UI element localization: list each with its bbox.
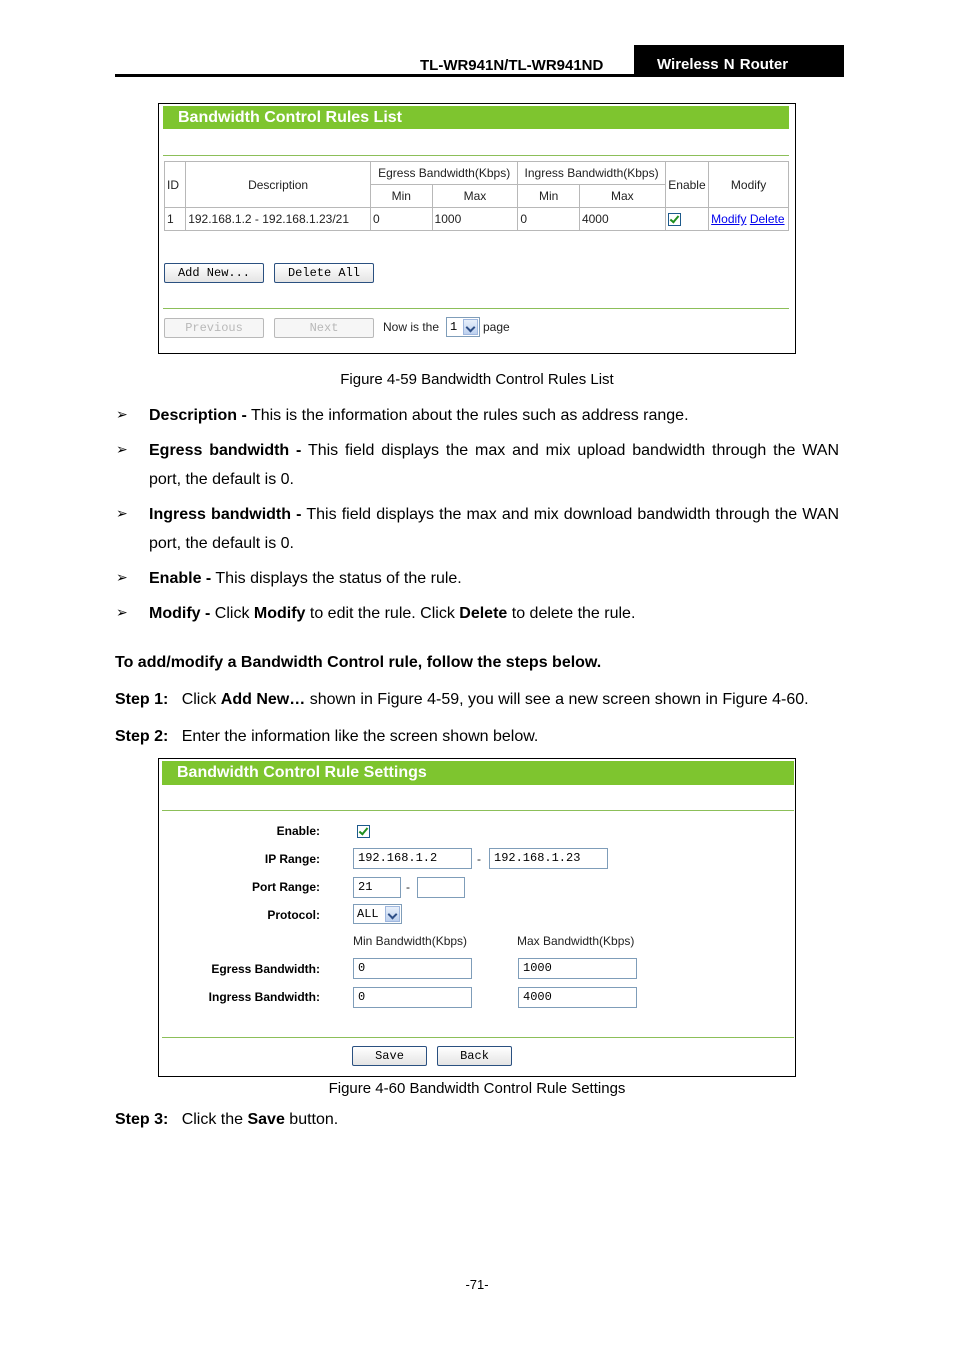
row-enable-cell: [665, 208, 708, 231]
bullet-description: [149, 401, 839, 430]
bullet-enable: [149, 564, 839, 593]
protocol-label: Protocol:: [267, 908, 320, 922]
rules-list-title: Bandwidth Control Rules List: [163, 106, 789, 129]
procedure-heading: To add/modify a Bandwidth Control rule, follow the steps below.: [115, 654, 602, 671]
figure-60-caption: Figure 4-60 Bandwidth Control Rule Settings: [328, 1080, 626, 1097]
col-header-egress-min: Min: [370, 185, 432, 208]
header-product-label: Wireless N Router: [634, 45, 844, 77]
egress-max-input[interactable]: 1000: [518, 958, 637, 979]
add-new-button[interactable]: Add New...: [164, 263, 264, 283]
ip-end-input[interactable]: 192.168.1.23: [489, 848, 608, 869]
row-enable-checkbox[interactable]: [668, 213, 681, 226]
page-select-value: 1: [450, 320, 458, 334]
bullet-text: to delete the rule.: [507, 605, 636, 622]
col-header-enable: Enable: [665, 162, 708, 208]
step-text: Click: [181, 691, 221, 708]
range-dash: -: [477, 852, 481, 866]
bullet-ingress: [149, 500, 839, 558]
step-text: shown in Figure 4-59, you will see a new screen shown in Figure 4-60.: [305, 691, 809, 708]
step-2: [115, 722, 850, 751]
ingress-min-input[interactable]: 0: [353, 987, 472, 1008]
ip-start-input[interactable]: 192.168.1.2: [353, 848, 472, 869]
arrow-bullet-icon: ➢: [116, 406, 128, 422]
row-egress-min: 0: [370, 208, 432, 231]
col-header-id: ID: [165, 162, 186, 208]
col-header-egress-max: Max: [432, 185, 518, 208]
col-header-modify: Modify: [709, 162, 789, 208]
egress-min-input[interactable]: 0: [353, 958, 472, 979]
back-button[interactable]: Back: [437, 1046, 512, 1066]
bullet-bold: Modify: [253, 605, 306, 622]
chevron-down-icon: [385, 906, 400, 922]
modify-link[interactable]: Modify: [711, 212, 747, 226]
divider: [162, 810, 794, 811]
bullet-text: to edit the rule. Click: [305, 605, 460, 622]
bullet-text: This displays the status of the rule.: [211, 570, 462, 587]
next-button[interactable]: Next: [274, 318, 374, 338]
arrow-bullet-icon: ➢: [116, 441, 128, 457]
ingress-bandwidth-label: Ingress Bandwidth:: [208, 990, 320, 1004]
previous-button[interactable]: Previous: [164, 318, 264, 338]
protocol-select[interactable]: [353, 904, 402, 924]
page-suffix: page: [483, 320, 510, 334]
header-rule: [115, 74, 844, 77]
bullet-term: Ingress bandwidth -: [149, 506, 302, 523]
bullet-egress: [149, 436, 839, 494]
min-bandwidth-header: Min Bandwidth(Kbps): [353, 934, 468, 948]
table-row: [165, 208, 789, 231]
ip-range-label: IP Range:: [264, 852, 320, 866]
col-header-description: Description: [186, 162, 371, 208]
bullet-term: Modify -: [149, 605, 211, 622]
step-bold: Save: [247, 1111, 285, 1128]
range-dash: -: [406, 880, 410, 894]
page-prefix: Now is the: [383, 320, 440, 334]
bullet-text: This field displays the max and mix upload bandwidth through the WAN port, the default is 0.: [149, 442, 839, 488]
egress-bandwidth-label: Egress Bandwidth:: [211, 962, 320, 976]
step-3: [115, 1105, 850, 1134]
step-bold: Add New…: [220, 691, 306, 708]
delete-all-button[interactable]: Delete All: [274, 263, 374, 283]
divider: [163, 155, 789, 156]
step-text: Enter the information like the screen shown below.: [181, 728, 539, 745]
delete-link[interactable]: Delete: [749, 212, 785, 226]
bullet-term: Enable -: [149, 570, 212, 587]
rules-table: [164, 161, 789, 231]
bullet-term: Description -: [149, 407, 247, 424]
port-end-input[interactable]: [417, 877, 465, 898]
col-header-ingress: Ingress Bandwidth(Kbps): [518, 162, 665, 185]
arrow-bullet-icon: ➢: [116, 569, 128, 585]
step-text: Click the: [181, 1111, 248, 1128]
bullet-bold: Delete: [459, 605, 508, 622]
protocol-select-value: ALL: [357, 907, 379, 921]
col-header-ingress-max: Max: [579, 185, 665, 208]
arrow-bullet-icon: ➢: [116, 505, 128, 521]
enable-label: Enable:: [276, 824, 320, 838]
bullet-text: This field displays the max and mix download bandwidth through the WAN port, the default is 0.: [149, 506, 840, 552]
port-range-label: Port Range:: [251, 880, 320, 894]
page-number: -71-: [465, 1277, 489, 1292]
col-header-ingress-min: Min: [518, 185, 580, 208]
row-egress-max: 1000: [432, 208, 518, 231]
row-id: 1: [165, 208, 186, 231]
header-model: TL-WR941N/TL-WR941ND: [420, 57, 604, 74]
divider: [163, 308, 789, 309]
row-description: 192.168.1.2 - 192.168.1.23/21: [186, 208, 371, 231]
step-label: Step 2:: [115, 728, 169, 745]
step-label: Step 3:: [115, 1111, 169, 1128]
enable-checkbox[interactable]: [357, 825, 370, 838]
rules-list-screenshot: [158, 103, 796, 354]
chevron-down-icon: [463, 319, 478, 335]
bullet-term: Egress bandwidth -: [149, 442, 302, 459]
row-actions: [709, 208, 789, 231]
port-start-input[interactable]: 21: [353, 877, 401, 898]
row-ingress-max: 4000: [579, 208, 665, 231]
step-1: [115, 685, 850, 714]
page-select[interactable]: [446, 317, 480, 337]
col-header-egress: Egress Bandwidth(Kbps): [370, 162, 517, 185]
step-text: button.: [284, 1111, 339, 1128]
figure-59-caption: Figure 4-59 Bandwidth Control Rules List: [340, 371, 614, 388]
rule-settings-screenshot: [158, 758, 796, 1077]
divider: [162, 1037, 794, 1038]
ingress-max-input[interactable]: 4000: [518, 987, 637, 1008]
max-bandwidth-header: Max Bandwidth(Kbps): [517, 934, 635, 948]
row-ingress-min: 0: [518, 208, 580, 231]
step-label: Step 1:: [115, 691, 169, 708]
arrow-bullet-icon: ➢: [116, 604, 128, 620]
rule-settings-title: Bandwidth Control Rule Settings: [162, 761, 794, 785]
bullet-text: Click: [210, 605, 254, 622]
save-button[interactable]: Save: [352, 1046, 427, 1066]
bullet-text: This is the information about the rules such as address range.: [246, 407, 689, 424]
bullet-modify: [149, 599, 839, 628]
